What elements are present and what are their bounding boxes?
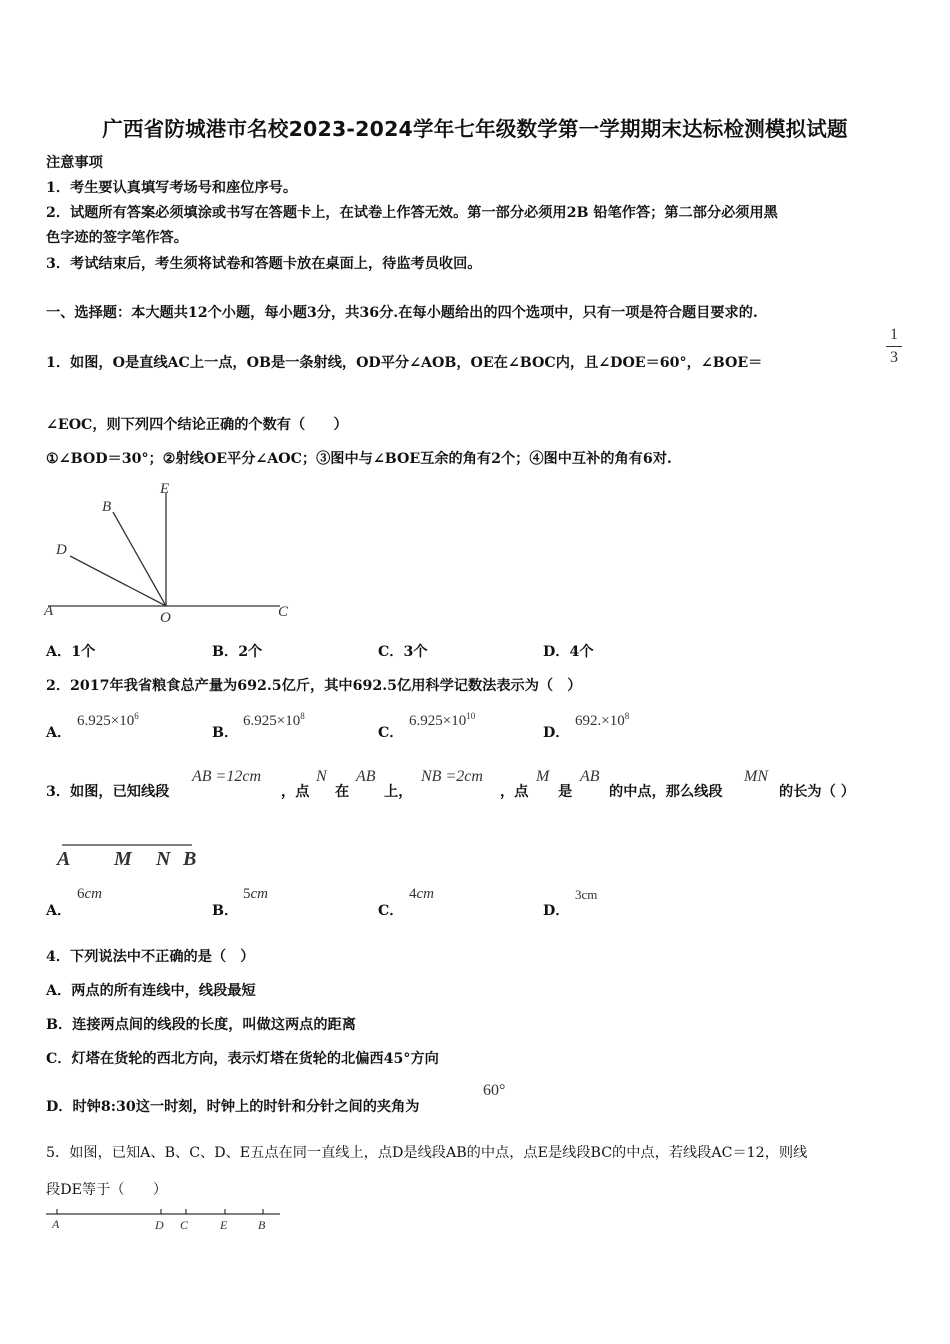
question-5-figure: [40, 1204, 290, 1234]
label-c: C: [278, 604, 289, 620]
q3-option-a-letter: A．: [46, 903, 72, 919]
q3-option-b-letter: B．: [212, 903, 239, 919]
question-3-stem-p7: 的中点，那么线段: [609, 784, 723, 800]
q2-option-b-value: $6.925\times 10^8$: [243, 711, 305, 729]
q2-option-d-letter: D．: [543, 725, 570, 741]
question-4-stem: 4．下列说法中不正确的是（ ）: [46, 949, 255, 965]
notice-item: 1．考生要认真填写考场号和座位序号。: [46, 180, 298, 196]
q3-option-c-letter: C．: [378, 903, 404, 919]
question-3-stem-p1: 3．如图，已知线段: [46, 784, 170, 800]
q2-option-b-letter: B．: [212, 725, 239, 741]
q4-option-d: D．时钟8:30这一时刻，时钟上的时针和分针之间的夹角为: [46, 1099, 420, 1115]
question-1-figure: [40, 475, 300, 630]
label-d: D: [155, 1218, 164, 1232]
q1-option-a: A．1个: [46, 644, 96, 660]
notice-item: 3．考试结束后，考生须将试卷和答题卡放在桌面上，待监考员收回。: [46, 256, 482, 272]
label-b: B: [183, 848, 197, 870]
q2-option-c-value: $6.925\times 10^{10}$: [409, 711, 476, 729]
notice-item: 色字迹的签字笔作答。: [46, 230, 188, 246]
question-3-stem-p3: 在: [335, 784, 350, 800]
label-a: A: [44, 603, 54, 619]
label-b: B: [102, 499, 112, 515]
question-1-stem-cont: ∠EOC，则下列四个结论正确的个数有（ ）: [46, 417, 348, 433]
section-heading: 一、选择题：本大题共12个小题，每小题3分，共36分.在每小题给出的四个选项中，只有一项是符合题目要求的.: [46, 305, 758, 321]
q2-option-d-value: $692.\times 10^8$: [575, 711, 630, 729]
label-n: N: [156, 848, 171, 870]
q3-math-m: M: [536, 768, 550, 785]
question-3-stem-p4: 上，: [384, 784, 413, 800]
q4-option-b: B．连接两点间的线段的长度，叫做这两点的距离: [46, 1017, 356, 1033]
label-e: E: [220, 1218, 228, 1232]
q3-math-ab: AB: [356, 768, 376, 785]
q4-option-c: C．灯塔在货轮的西北方向，表示灯塔在货轮的北偏西45°方向: [46, 1051, 439, 1067]
q3-option-b-value: 5cm: [243, 886, 268, 902]
label-e: E: [160, 481, 170, 497]
question-2-stem: 2．2017年我省粮食总产量为692.5亿斤，其中692.5亿用科学记数法表示为（ ）: [46, 678, 582, 694]
question-5-stem-cont: 段DE等于（ ）: [46, 1182, 168, 1198]
q3-option-d-value: 3cm: [575, 887, 598, 902]
notice-item: 2．试题所有答案必须填涂或书写在答题卡上，在试卷上作答无效。第一部分必须用2B 铅笔作答；第二部分必须用黑: [46, 205, 778, 221]
page-title: 广西省防城港市名校2023-2024学年七年级数学第一学期期末达标检测模拟试题: [102, 117, 848, 141]
label-a: A: [57, 848, 71, 870]
question-1-statements: ①∠BOD＝30°；②射线OE平分∠AOC；③图中与∠BOE互余的角有2个；④图中互补的角有6对.: [46, 451, 672, 467]
fraction-one-third: 1 3: [884, 325, 904, 368]
q3-math-n: N: [316, 768, 327, 785]
label-c: C: [180, 1218, 189, 1232]
question-5-stem: 5．如图，已知A、B、C、D、E五点在同一直线上，点D是线段AB的中点，点E是线段BC的中点，若线段AC＝12，则线: [46, 1145, 808, 1161]
q4-option-a: A．两点的所有连线中，线段最短: [46, 983, 256, 999]
q3-math-nb-length: NB =2cm: [421, 768, 483, 785]
question-3-stem-p8: 的长为（ ）: [779, 784, 855, 800]
label-b: B: [258, 1218, 266, 1232]
notice-heading: 注意事项: [46, 155, 103, 171]
q4-math-60-degrees: 60°: [483, 1082, 506, 1099]
q1-option-c: C．3个: [378, 644, 428, 660]
label-a: A: [52, 1217, 60, 1231]
q3-math-ab-2: AB: [580, 768, 600, 785]
q1-option-b: B．2个: [212, 644, 263, 660]
q2-option-a-value: $6.925\times 10^6$: [77, 711, 139, 729]
q3-option-a-value: 6cm: [77, 886, 102, 902]
question-3-figure: [52, 835, 212, 873]
q1-option-d: D．4个: [543, 644, 594, 660]
question-1-stem: 1．如图，O是直线AC上一点，OB是一条射线，OD平分∠AOB，OE在∠BOC内，且∠DOE＝60°，∠BOE＝: [46, 355, 763, 371]
q2-option-a-letter: A．: [46, 725, 72, 741]
q3-option-c-value: 4cm: [409, 886, 434, 902]
question-3-stem-p2: ，点: [281, 784, 310, 800]
q3-option-d-letter: D．: [543, 903, 570, 919]
q2-option-c-letter: C．: [378, 725, 404, 741]
label-o: O: [160, 610, 171, 626]
label-m: M: [114, 848, 132, 870]
q3-math-ab-length: AB =12cm: [192, 768, 261, 785]
label-d: D: [56, 542, 67, 558]
question-3-stem-p6: 是: [558, 784, 573, 800]
question-3-stem-p5: ，点: [500, 784, 529, 800]
q3-math-mn: MN: [744, 768, 768, 785]
